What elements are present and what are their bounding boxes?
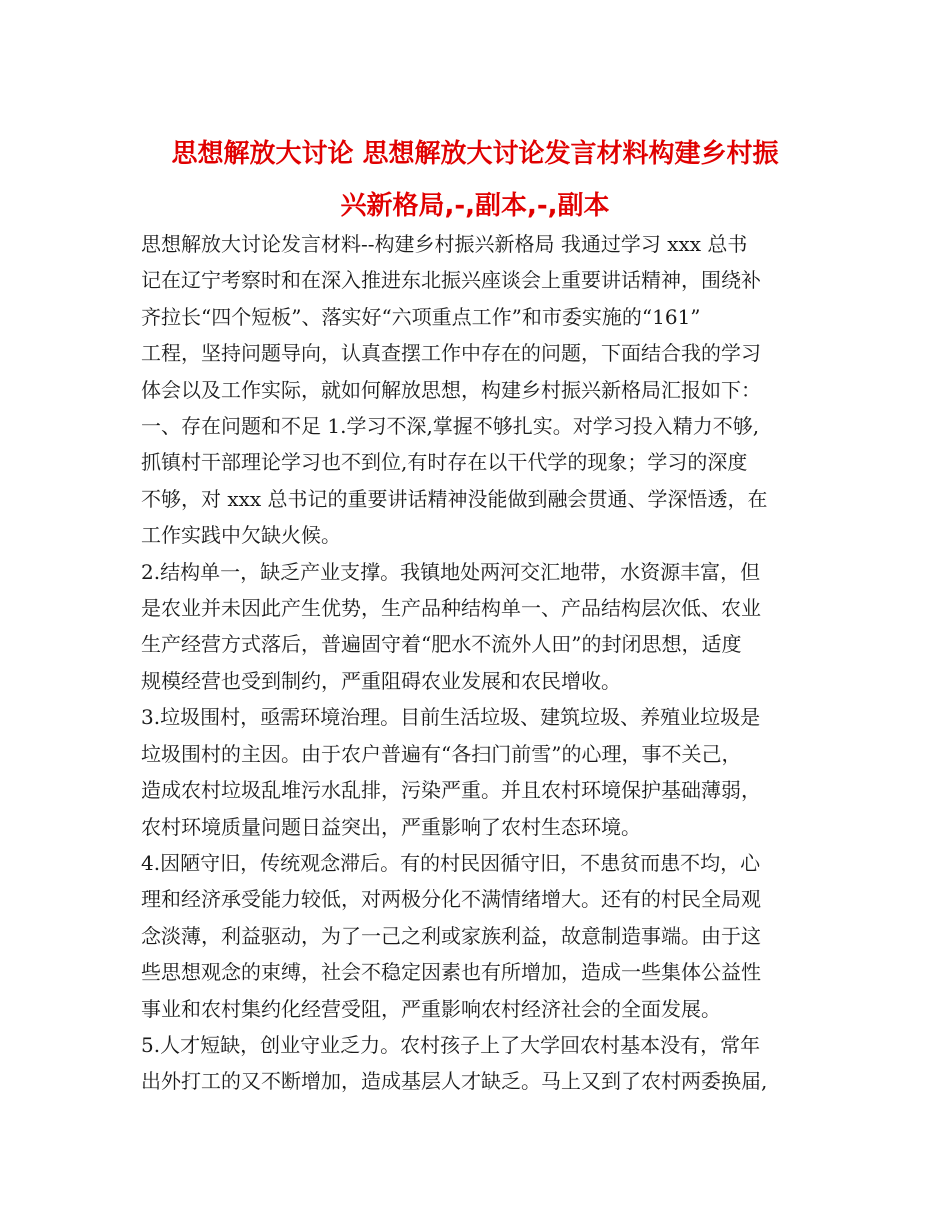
- text-line: 念淡薄，利益驱动，为了一己之利或家族利益，故意制造事端。由于这: [141, 923, 761, 948]
- text-line: 规模经营也受到制约，严重阻碍农业发展和农民增收。: [141, 668, 621, 693]
- text-line: 记在辽宁考察时和在深入推进东北振兴座谈会上重要讲话精神，围绕补: [141, 268, 761, 293]
- text-line: 思想解放大讨论发言材料--构建乡村振兴新格局 我通过学习 xxx 总书: [141, 232, 748, 256]
- text-line: 一、存在问题和不足 1.学习不深,掌握不够扎实。对学习投入精力不够,: [141, 414, 760, 439]
- text-line: 5.人才短缺，创业守业乏力。农村孩子上了大学回农村基本没有，常年: [141, 1032, 761, 1057]
- text-line: 体会以及工作实际，就如何解放思想，构建乡村振兴新格局汇报如下：: [141, 377, 761, 402]
- paragraph-item-4: [141, 845, 831, 1027]
- paragraph-intro: [141, 226, 831, 554]
- text-line: 造成农村垃圾乱堆污水乱排，污染严重。并且农村环境保护基础薄弱，: [141, 778, 761, 803]
- text-line: 事业和农村集约化经营受阻，严重影响农村经济社会的全面发展。: [141, 996, 721, 1021]
- text-line: 工程，坚持问题导向，认真查摆工作中存在的问题，下面结合我的学习: [141, 341, 761, 366]
- paragraph-item-5: [141, 1027, 831, 1100]
- text-line: 3.垃圾围村，亟需环境治理。目前生活垃圾、建筑垃圾、养殖业垃圾是: [141, 705, 761, 730]
- text-line: 农村环境质量问题日益突出，严重影响了农村生态环境。: [141, 814, 641, 839]
- text-line: 4.因陋守旧，传统观念滞后。有的村民因循守旧，不患贫而患不均，心: [141, 850, 761, 875]
- text-line: 垃圾围村的主因。由于农户普遍有“各扫门前雪”的心理，事不关己，: [141, 741, 742, 766]
- paragraph-item-3: [141, 699, 831, 845]
- text-line: 齐拉长“四个短板”、落实好“六项重点工作”和市委实施的“161”: [141, 304, 701, 329]
- paragraph-item-2: [141, 554, 831, 700]
- document-body: [141, 226, 831, 1100]
- title-line-2: 兴新格局,-,副本,-,副本: [340, 191, 610, 221]
- document-title: [120, 128, 830, 232]
- text-line: 理和经济承受能力较低，对两极分化不满情绪增大。还有的村民全局观: [141, 887, 761, 912]
- text-line: 生产经营方式落后，普遍固守着“肥水不流外人田”的封闭思想，适度: [141, 632, 742, 657]
- title-line-1: 思想解放大讨论 思想解放大讨论发言材料构建乡村振: [171, 139, 779, 169]
- text-line: 是农业并未因此产生优势，生产品种结构单一、产品结构层次低、农业: [141, 596, 761, 621]
- text-line: 工作实践中欠缺火候。: [141, 523, 341, 548]
- text-line: 些思想观念的束缚，社会不稳定因素也有所增加，造成一些集体公益性: [141, 960, 761, 985]
- text-line: 不够，对 xxx 总书记的重要讲话精神没能做到融会贯通、学深悟透，在: [141, 486, 768, 511]
- text-line: 抓镇村干部理论学习也不到位,有时存在以干代学的现象；学习的深度: [141, 450, 748, 475]
- text-line: 2.结构单一，缺乏产业支撑。我镇地处两河交汇地带，水资源丰富，但: [141, 559, 761, 584]
- text-line: 出外打工的又不断增加，造成基层人才缺乏。马上又到了农村两委换届,: [141, 1069, 768, 1094]
